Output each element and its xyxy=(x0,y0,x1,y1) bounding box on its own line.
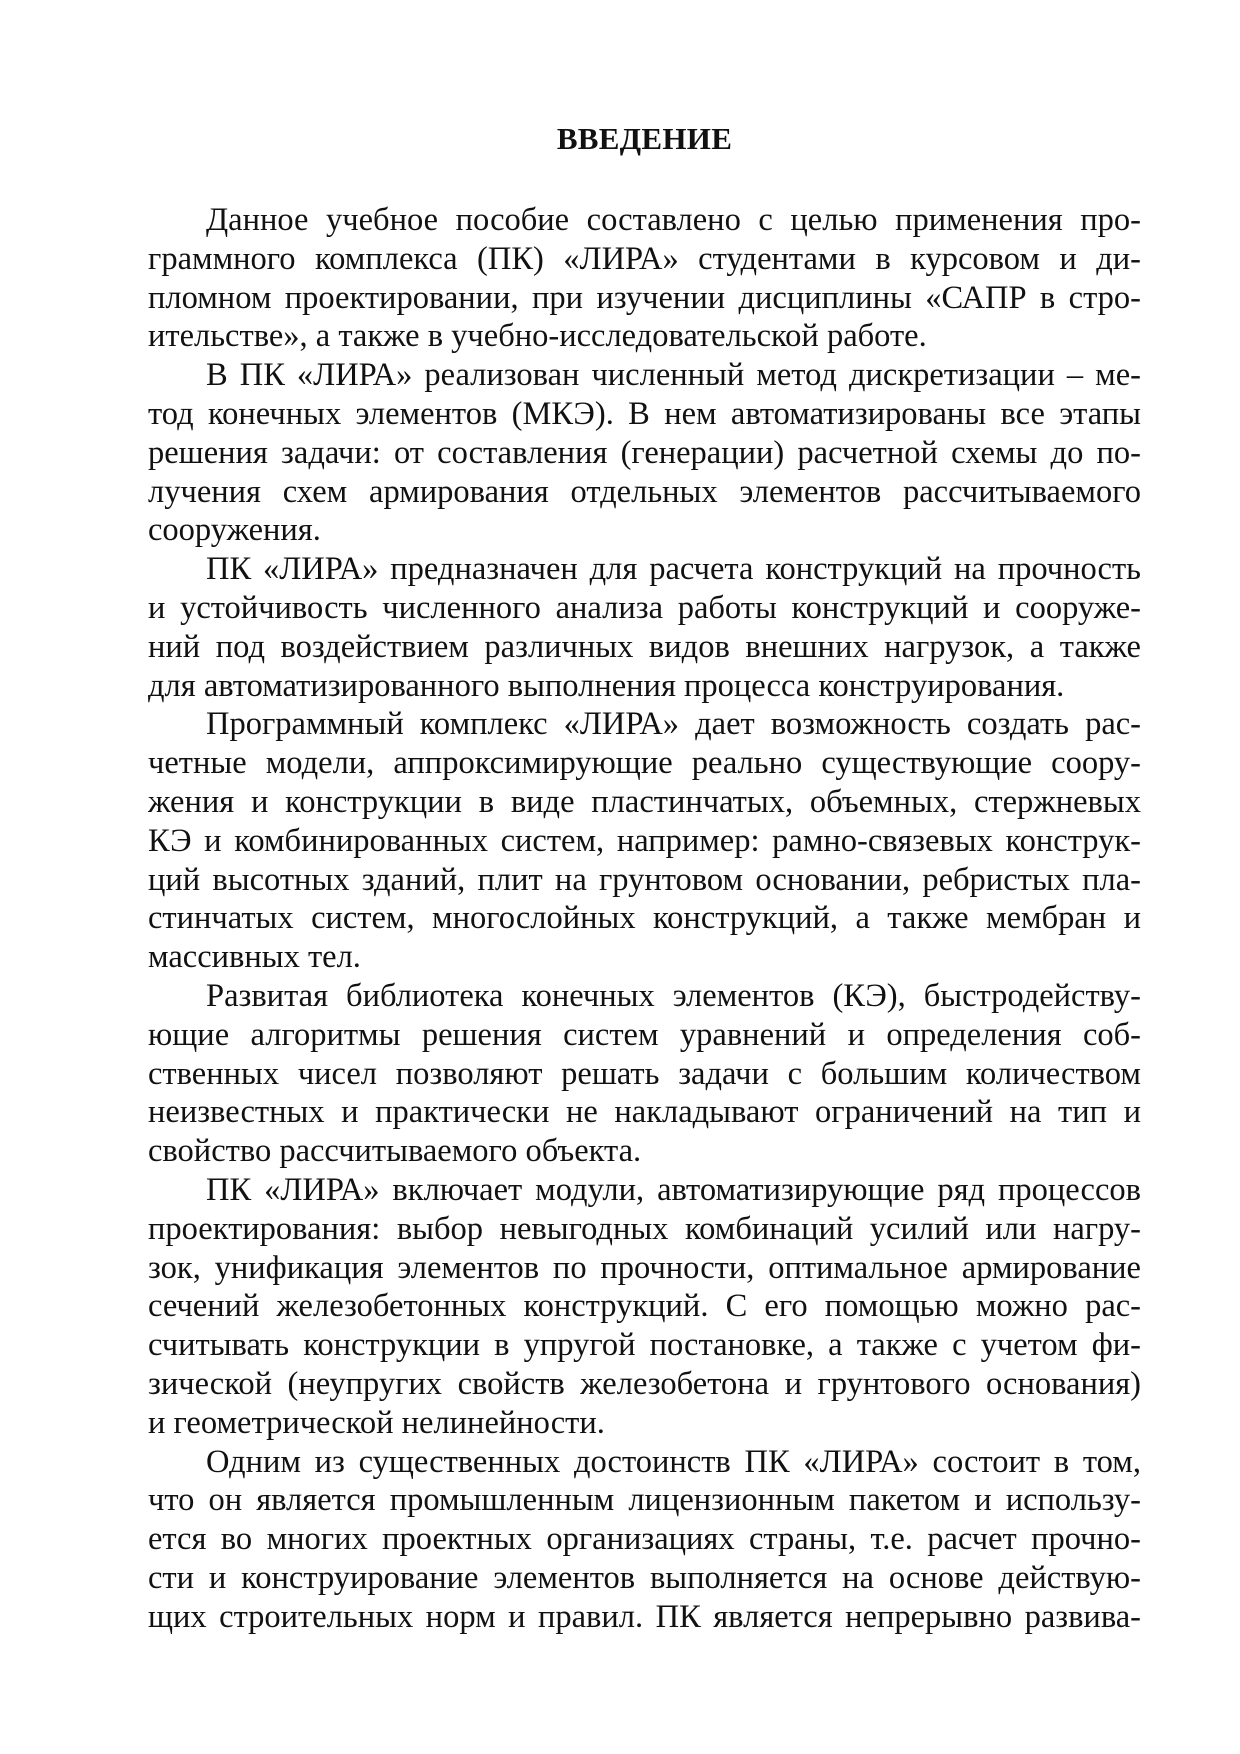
text-line: сечений железобетонных конструкций. С его помощью можно рас- xyxy=(148,1288,1141,1325)
text-line: решения задачи: от составления (генерации) расчетной схемы до по- xyxy=(148,434,1141,471)
text-line: ственных чисел позволяют решать задачи с большим количеством xyxy=(148,1055,1141,1092)
document-page xyxy=(148,120,1141,1680)
paragraph-2 xyxy=(148,356,1141,550)
text-line: ющие алгоритмы решения систем уравнений и определения соб- xyxy=(148,1016,1141,1053)
text-line: для автоматизированного выполнения процесса конструирования. xyxy=(148,667,1065,704)
text-line: ПК «ЛИРА» предназначен для расчета конструкций на прочность xyxy=(206,551,1141,588)
text-line: четные модели, аппроксимирующие реально существующие соору- xyxy=(148,745,1141,782)
text-line: жения и конструкции в виде пластинчатых, объемных, стержневых xyxy=(148,783,1141,820)
text-line: проектирования: выбор невыгодных комбинаций усилий или нагру- xyxy=(148,1210,1141,1247)
text-line: ний под воздействием различных видов внешних нагрузок, а также xyxy=(148,628,1141,665)
text-line: пломном проектировании, при изучении дисциплины «САПР в стро- xyxy=(148,279,1141,316)
text-line: ется во многих проектных организациях страны, т.е. расчет прочно- xyxy=(148,1521,1141,1558)
page-title: ВВЕДЕНИЕ xyxy=(556,121,733,156)
paragraph-3 xyxy=(148,550,1141,705)
text-line: В ПК «ЛИРА» реализован численный метод дискретизации – ме- xyxy=(206,357,1141,394)
text-line: что он является промышленным лицензионным пакетом и использу- xyxy=(148,1482,1141,1519)
text-line: стинчатых систем, многослойных конструкций, а также мембран и xyxy=(148,900,1141,937)
text-line: зок, унификация элементов по прочности, оптимальное армирование xyxy=(148,1249,1141,1286)
text-line: сти и конструирование элементов выполняется на основе действую- xyxy=(148,1559,1141,1596)
text-line: массивных тел. xyxy=(148,939,361,976)
paragraph-1 xyxy=(148,201,1141,356)
text-line: ПК «ЛИРА» включает модули, автоматизирующие ряд процессов xyxy=(206,1171,1141,1208)
text-line: ительстве», а также в учебно-исследовательской работе. xyxy=(148,318,927,355)
text-line: и геометрической нелинейности. xyxy=(148,1404,605,1441)
paragraph-6 xyxy=(148,1171,1141,1443)
text-line: тод конечных элементов (МКЭ). В нем автоматизированы все этапы xyxy=(148,395,1141,432)
paragraph-5 xyxy=(148,977,1141,1171)
text-line: считывать конструкции в упругой постановке, а также с учетом фи- xyxy=(148,1327,1141,1364)
paragraph-4 xyxy=(148,705,1141,977)
text-line: Программный комплекс «ЛИРА» дает возможность создать рас- xyxy=(206,706,1141,743)
text-line: Развитая библиотека конечных элементов (КЭ), быстродейству- xyxy=(206,977,1141,1014)
text-line: Одним из существенных достоинств ПК «ЛИРА» состоит в том, xyxy=(206,1443,1141,1480)
text-line: лучения схем армирования отдельных элементов рассчитываемого xyxy=(148,473,1141,510)
text-line: граммного комплекса (ПК) «ЛИРА» студентами в курсовом и ди- xyxy=(148,240,1141,277)
text-line: неизвестных и практически не накладывают ограничений на тип и xyxy=(148,1094,1141,1131)
text-line: зической (неупругих свойств железобетона и грунтового основания) xyxy=(148,1365,1141,1402)
paragraph-7 xyxy=(148,1443,1141,1637)
text-line: сооружения. xyxy=(148,512,321,549)
text-line: и устойчивость численного анализа работы конструкций и сооруже- xyxy=(148,589,1141,626)
text-line: Данное учебное пособие составлено с целью применения про- xyxy=(206,202,1141,238)
text-line: щих строительных норм и правил. ПК является непрерывно развива- xyxy=(148,1598,1141,1635)
text-line: свойство рассчитываемого объекта. xyxy=(148,1133,642,1170)
text-line: КЭ и комбинированных систем, например: рамно-связевых конструк- xyxy=(148,822,1141,859)
text-line: ций высотных зданий, плит на грунтовом основании, ребристых пла- xyxy=(148,861,1141,898)
